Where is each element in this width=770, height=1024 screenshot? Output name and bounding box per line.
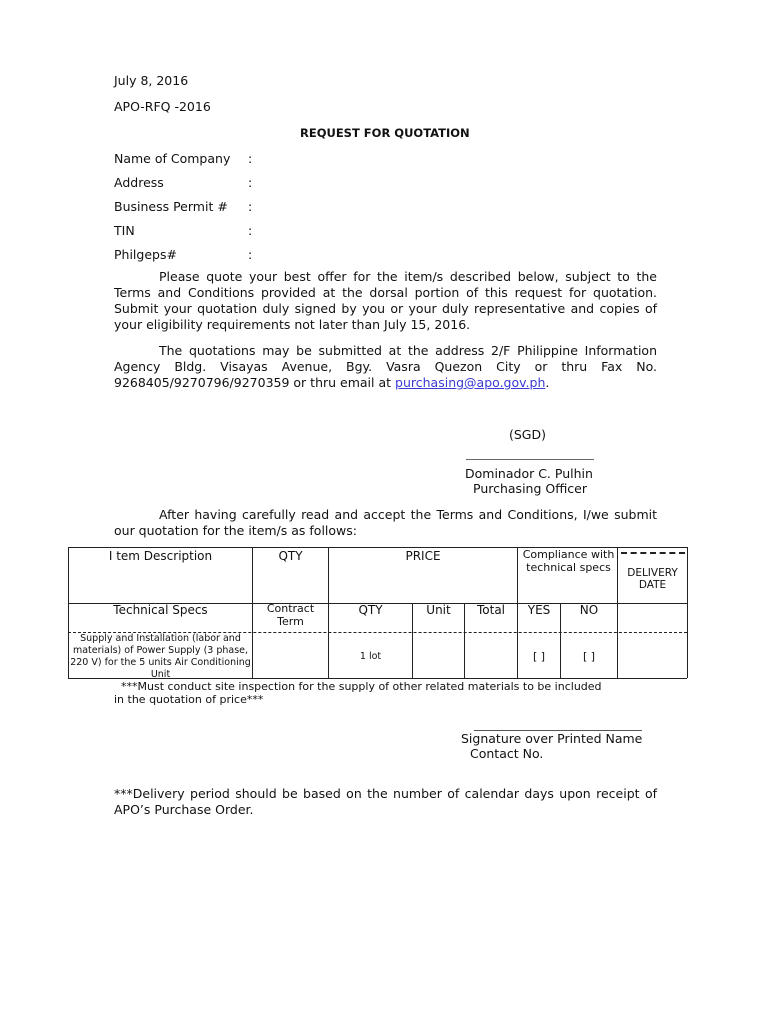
field-label-address: Address <box>114 175 164 190</box>
header-total: Total <box>476 603 506 617</box>
header-delivery-date: DELIVERY DATE <box>627 567 678 591</box>
reference-number: APO-RFQ -2016 <box>114 99 211 114</box>
field-colon: : <box>248 175 253 190</box>
field-colon: : <box>248 247 253 262</box>
field-colon: : <box>248 223 253 238</box>
field-label-philgeps: Philgeps# <box>114 247 177 262</box>
submission-end: . <box>545 375 550 390</box>
row-no-checkbox[interactable]: [ ] <box>582 650 596 663</box>
header-item-description: I tem Description <box>108 549 213 563</box>
field-label-business-permit: Business Permit # <box>114 199 228 214</box>
signatory-title: Purchasing Officer <box>473 481 588 496</box>
field-label-tin: TIN <box>114 223 135 238</box>
signatory-name: Dominador C. Pulhin <box>465 466 593 481</box>
header-price: PRICE <box>405 549 441 563</box>
header-technical-specs: Technical Specs <box>113 603 208 617</box>
document-date: July 8, 2016 <box>114 73 189 88</box>
submission-text: The quotations may be submitted at the address 2/F Philippine Information Agency Bldg. Visayas Avenue, Bgy. Vasra Quezon City or thru Fax No. 9268405/9270796/9270359 or thru email at <box>114 343 657 390</box>
contact-label: Contact No. <box>470 746 544 761</box>
header-yes: YES <box>527 603 551 617</box>
site-inspection-note: ***Must conduct site inspection for the supply of other related materials to be included <box>121 680 602 693</box>
header-qty: QTY <box>278 549 303 563</box>
signed-mark: (SGD) <box>509 427 546 442</box>
header-qty-2: QTY <box>358 603 383 617</box>
acceptance-paragraph: After having carefully read and accept the Terms and Conditions, I/we submit our quotation for the item/s as follows: <box>114 507 657 538</box>
signature-label: Signature over Printed Name <box>461 731 643 746</box>
document-title: REQUEST FOR QUOTATION <box>300 126 470 140</box>
field-label-company: Name of Company <box>114 151 231 166</box>
submission-paragraph <box>114 343 657 391</box>
row-yes-checkbox[interactable]: [ ] <box>532 650 546 663</box>
field-colon: : <box>248 199 253 214</box>
signatory-line <box>466 459 594 460</box>
site-inspection-note-2: in the quotation of price*** <box>114 693 264 706</box>
email-link[interactable]: purchasing@apo.gov.ph <box>395 375 546 390</box>
instructions-paragraph: Please quote your best offer for the item/s described below, subject to the Terms and Conditions provided at the dorsal portion of this request for quotation. Submit your quotation duly signed by you or your duly representative and copies of your eligibility requirements not later than July 15, 2016. <box>114 269 657 332</box>
header-compliance: Compliance with technical specs <box>522 548 615 574</box>
row-description: Supply and Installation (labor and materials) of Power Supply (3 phase, 220 V) for the 5 units Air Conditioning Unit <box>70 633 251 680</box>
field-colon: : <box>248 151 253 166</box>
header-unit: Unit <box>426 603 451 617</box>
header-no: NO <box>579 603 599 617</box>
delivery-note: ***Delivery period should be based on the number of calendar days upon receipt of APO’s Purchase Order. <box>114 786 657 817</box>
row-qty: 1 lot <box>359 651 382 662</box>
header-contract-term: Contract Term <box>266 602 315 628</box>
